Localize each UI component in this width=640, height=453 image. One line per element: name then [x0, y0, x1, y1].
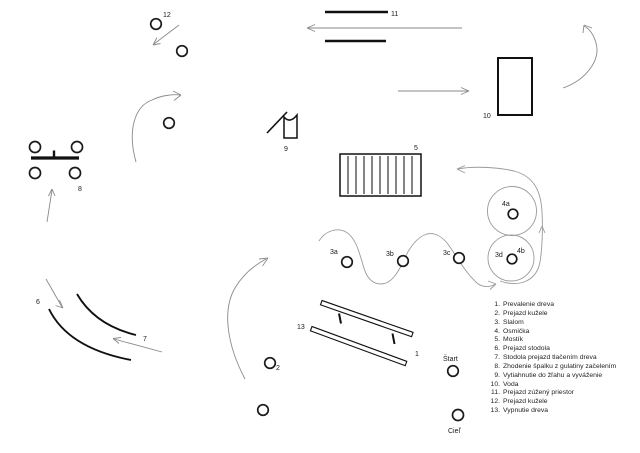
- figure8-exit-path: [458, 167, 542, 283]
- legend: [487, 301, 640, 416]
- cone-8-bottomright: [70, 168, 81, 179]
- log-bar-leg-1: [339, 314, 341, 324]
- label-4a: 4a: [502, 201, 510, 208]
- legend-text: Prejazd kužele: [503, 309, 548, 317]
- cone-8-topright: [72, 142, 83, 153]
- cone-3c: [454, 253, 465, 264]
- legend-text: Stodola prejazd tlačením dreva: [503, 354, 597, 362]
- cone-start: [448, 366, 459, 377]
- legend-text: Prejazd zúžený priestor: [503, 389, 575, 397]
- cone-3a: [342, 257, 353, 268]
- arrow-curve-topleft: [132, 95, 180, 162]
- legend-num: 10.: [490, 380, 500, 388]
- legend-text: Vypnutie dreva: [503, 407, 549, 415]
- label-3b: 3b: [386, 251, 394, 258]
- log-bar-leg-2: [393, 334, 395, 345]
- legend-item-4: [487, 328, 640, 337]
- label-11: 11: [391, 11, 399, 18]
- label-4b: 4b: [517, 248, 525, 255]
- label-3a: 3a: [330, 249, 338, 256]
- legend-item-3: [487, 319, 640, 328]
- bridge-obstacle: [340, 154, 421, 196]
- start-label: Štart: [443, 356, 458, 363]
- figure8-exit-head: [457, 166, 465, 174]
- arrow-curve-topright: [563, 26, 597, 88]
- label-9: 9: [284, 146, 288, 153]
- legend-num: 4.: [494, 327, 500, 335]
- legend-num: 11.: [491, 389, 500, 397]
- label-3c: 3c: [443, 250, 451, 257]
- label-10: 10: [483, 113, 491, 120]
- cone-12a: [151, 19, 162, 30]
- trough-shape: [284, 115, 297, 138]
- legend-num: 2.: [494, 309, 500, 317]
- cone-finish: [453, 410, 464, 421]
- label-5: 5: [414, 145, 418, 152]
- cone-4a: [508, 209, 518, 219]
- legend-item-8: [487, 363, 640, 372]
- legend-item-6: [487, 345, 640, 354]
- legend-num: 5.: [494, 336, 500, 344]
- cone-2: [265, 358, 276, 369]
- label-8: 8: [78, 186, 82, 193]
- legend-num: 6.: [494, 345, 500, 353]
- legend-item-1: [487, 301, 640, 310]
- trough-obstacle: [267, 112, 297, 138]
- label-12: 12: [163, 12, 171, 19]
- legend-text: Prejazd stodola: [503, 345, 550, 353]
- log-bar-upper: [320, 301, 413, 337]
- legend-item-11: [487, 389, 640, 398]
- legend-item-13: [487, 407, 640, 416]
- legend-num: 9.: [494, 371, 500, 379]
- label-13: 13: [297, 324, 305, 331]
- label-7: 7: [143, 336, 147, 343]
- narrow-passage-obstacle: [325, 12, 388, 41]
- legend-num: 7.: [494, 354, 500, 362]
- label-1: 1: [415, 351, 419, 358]
- barn-arc-upper: [77, 294, 136, 335]
- log-bar-lower: [310, 327, 406, 366]
- barn-arc-lower: [49, 309, 131, 360]
- arrow-barn-7: [114, 339, 162, 352]
- legend-item-2: [487, 310, 640, 319]
- cone-12b: [177, 46, 188, 57]
- cone-bottom: [258, 405, 269, 416]
- legend-num: 3.: [494, 318, 500, 326]
- legend-item-10: [487, 381, 640, 390]
- cone-8-topleft: [30, 142, 41, 153]
- legend-num: 12.: [490, 398, 500, 406]
- log-bars: [310, 301, 413, 366]
- legend-item-5: [487, 336, 640, 345]
- legend-text: Prevalenie dreva: [503, 301, 555, 308]
- legend-text: Mostík: [503, 336, 524, 344]
- barn-obstacle: [49, 294, 136, 360]
- cone-mid-left: [164, 118, 175, 129]
- water-rect: [498, 58, 532, 115]
- finish-label: Cieľ: [448, 428, 461, 435]
- legend-text: Slalom: [503, 318, 524, 326]
- legend-text: Voda: [503, 380, 519, 388]
- cone-8-bottomleft: [30, 168, 41, 179]
- label-6: 6: [36, 299, 40, 306]
- legend-text: Vytiahnutie do žľahu a vyváženie: [503, 371, 603, 379]
- label-3d: 3d: [495, 252, 503, 259]
- legend-text: Prejazd kužele: [503, 398, 548, 406]
- legend-num: 13.: [490, 407, 500, 415]
- arrow-curve-topleft-head: [173, 91, 181, 101]
- legend-item-9: [487, 372, 640, 381]
- arrow-barn-6: [46, 279, 62, 307]
- legend-num: 1.: [494, 301, 500, 308]
- legend-item-7: [487, 354, 640, 363]
- arrow-mid-curve: [228, 259, 266, 379]
- legend-num: 8.: [494, 362, 500, 370]
- label-2: 2: [276, 365, 280, 372]
- cone-3d-4b: [507, 254, 517, 264]
- legend-item-12: [487, 398, 640, 407]
- cone-3b: [398, 256, 409, 267]
- legend-text: Osmička: [503, 327, 530, 335]
- legend-text: Zhodenie špalku z gulatiny začelením: [503, 362, 617, 370]
- figure8-up-head: [539, 226, 545, 233]
